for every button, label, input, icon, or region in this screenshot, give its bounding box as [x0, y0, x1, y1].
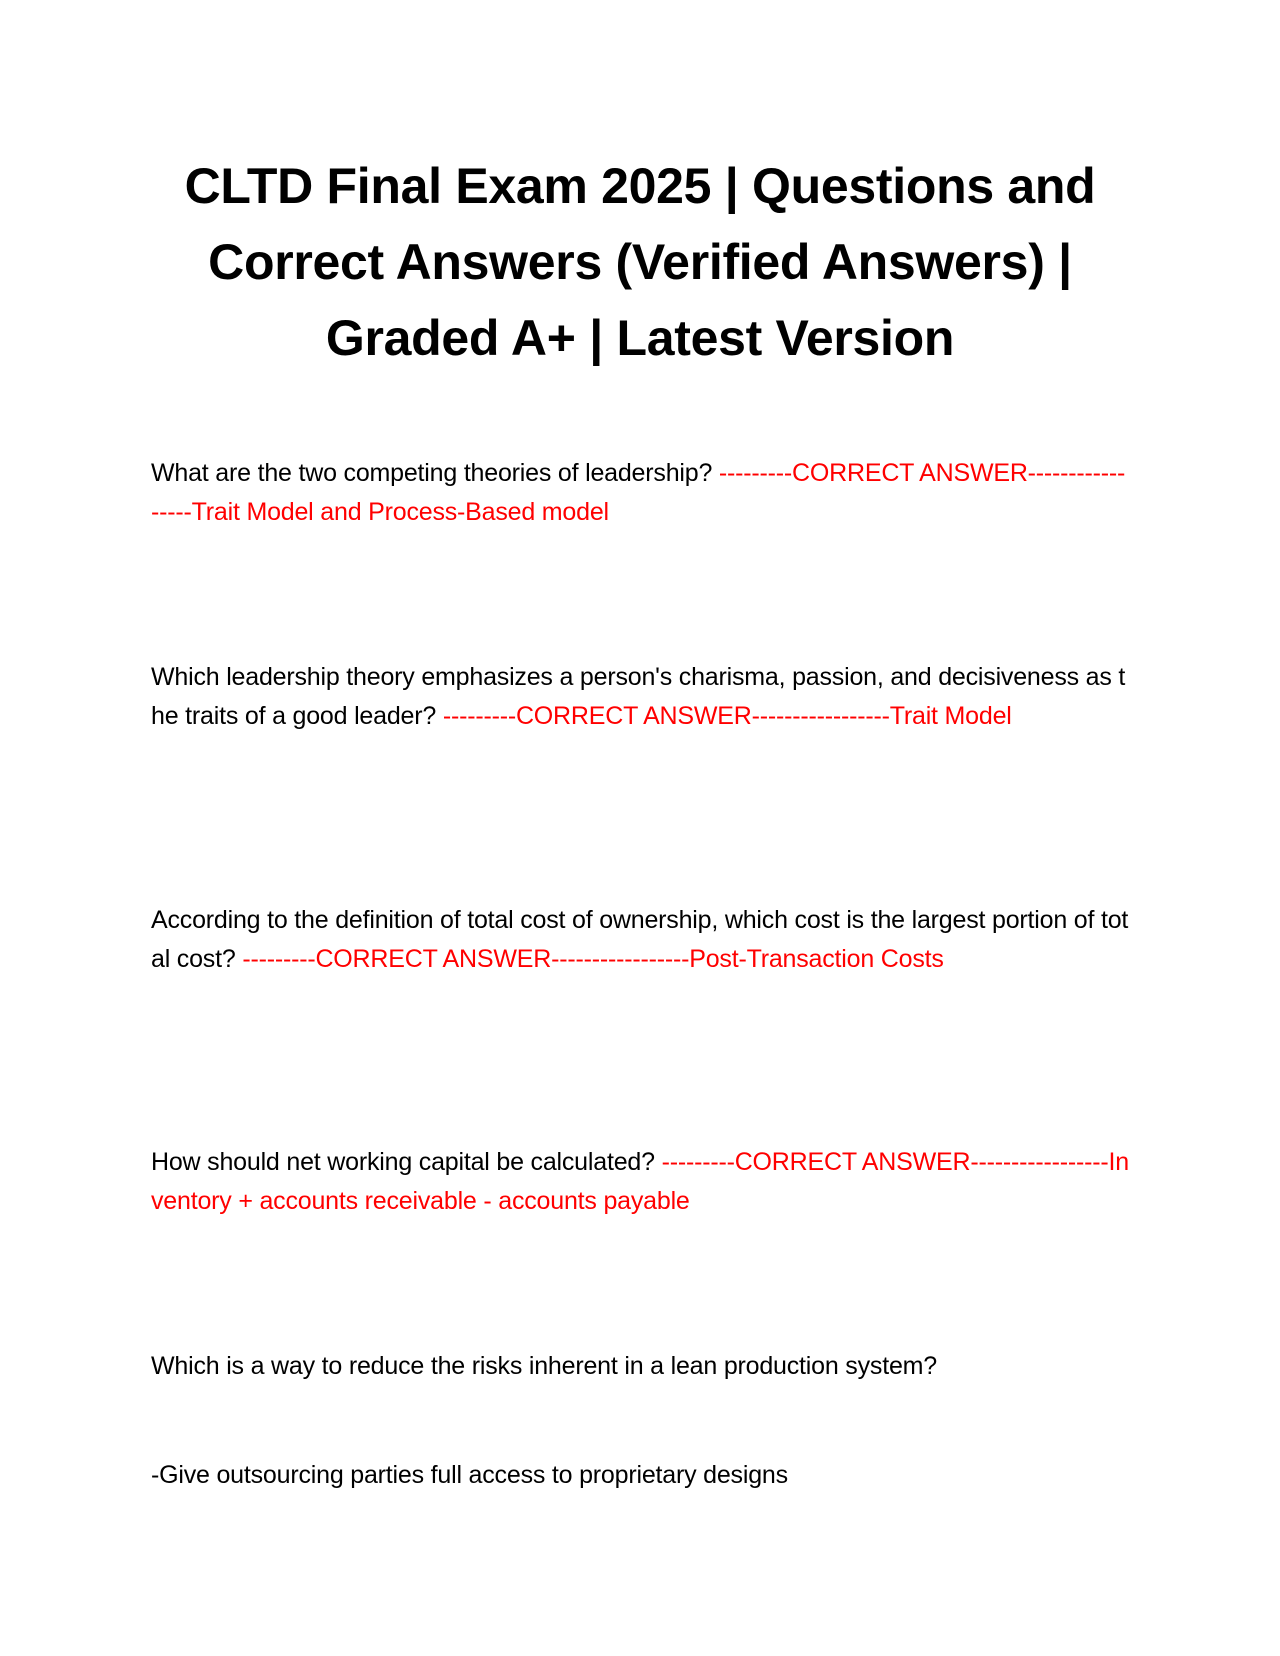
- document-title: CLTD Final Exam 2025 | Questions and Correct Answers (Verified Answers) | Graded A+ | Latest Version: [184, 158, 1096, 366]
- correct-answer: ---------CORRECT ANSWER-----------------Post-Transaction Costs: [242, 944, 944, 973]
- correct-answer: ---------CORRECT ANSWER-----------------Inventory + accounts receivable - accounts payable: [151, 1148, 1129, 1215]
- question-block: [151, 1347, 1131, 1386]
- question-block: [151, 658, 1131, 735]
- correct-answer: ---------CORRECT ANSWER-----------------Trait Model and Process-Based model: [151, 459, 1126, 526]
- question-block: [151, 454, 1131, 531]
- question-text: Which is a way to reduce the risks inherent in a lean production system?: [151, 1352, 937, 1380]
- question-text: According to the definition of total cost of ownership, which cost is the largest portion of total cost?: [151, 906, 1129, 973]
- question-text: What are the two competing theories of leadership?: [151, 459, 719, 487]
- correct-answer: ---------CORRECT ANSWER-----------------Trait Model: [442, 701, 1012, 730]
- question-text: Which leadership theory emphasizes a person's charisma, passion, and decisiveness as the traits of a good leader?: [151, 663, 1126, 730]
- question-block: [151, 1143, 1131, 1220]
- question-block: [151, 901, 1131, 978]
- answer-option: -Give outsourcing parties full access to proprietary designs: [151, 1461, 788, 1489]
- question-text: How should net working capital be calculated?: [151, 1148, 662, 1176]
